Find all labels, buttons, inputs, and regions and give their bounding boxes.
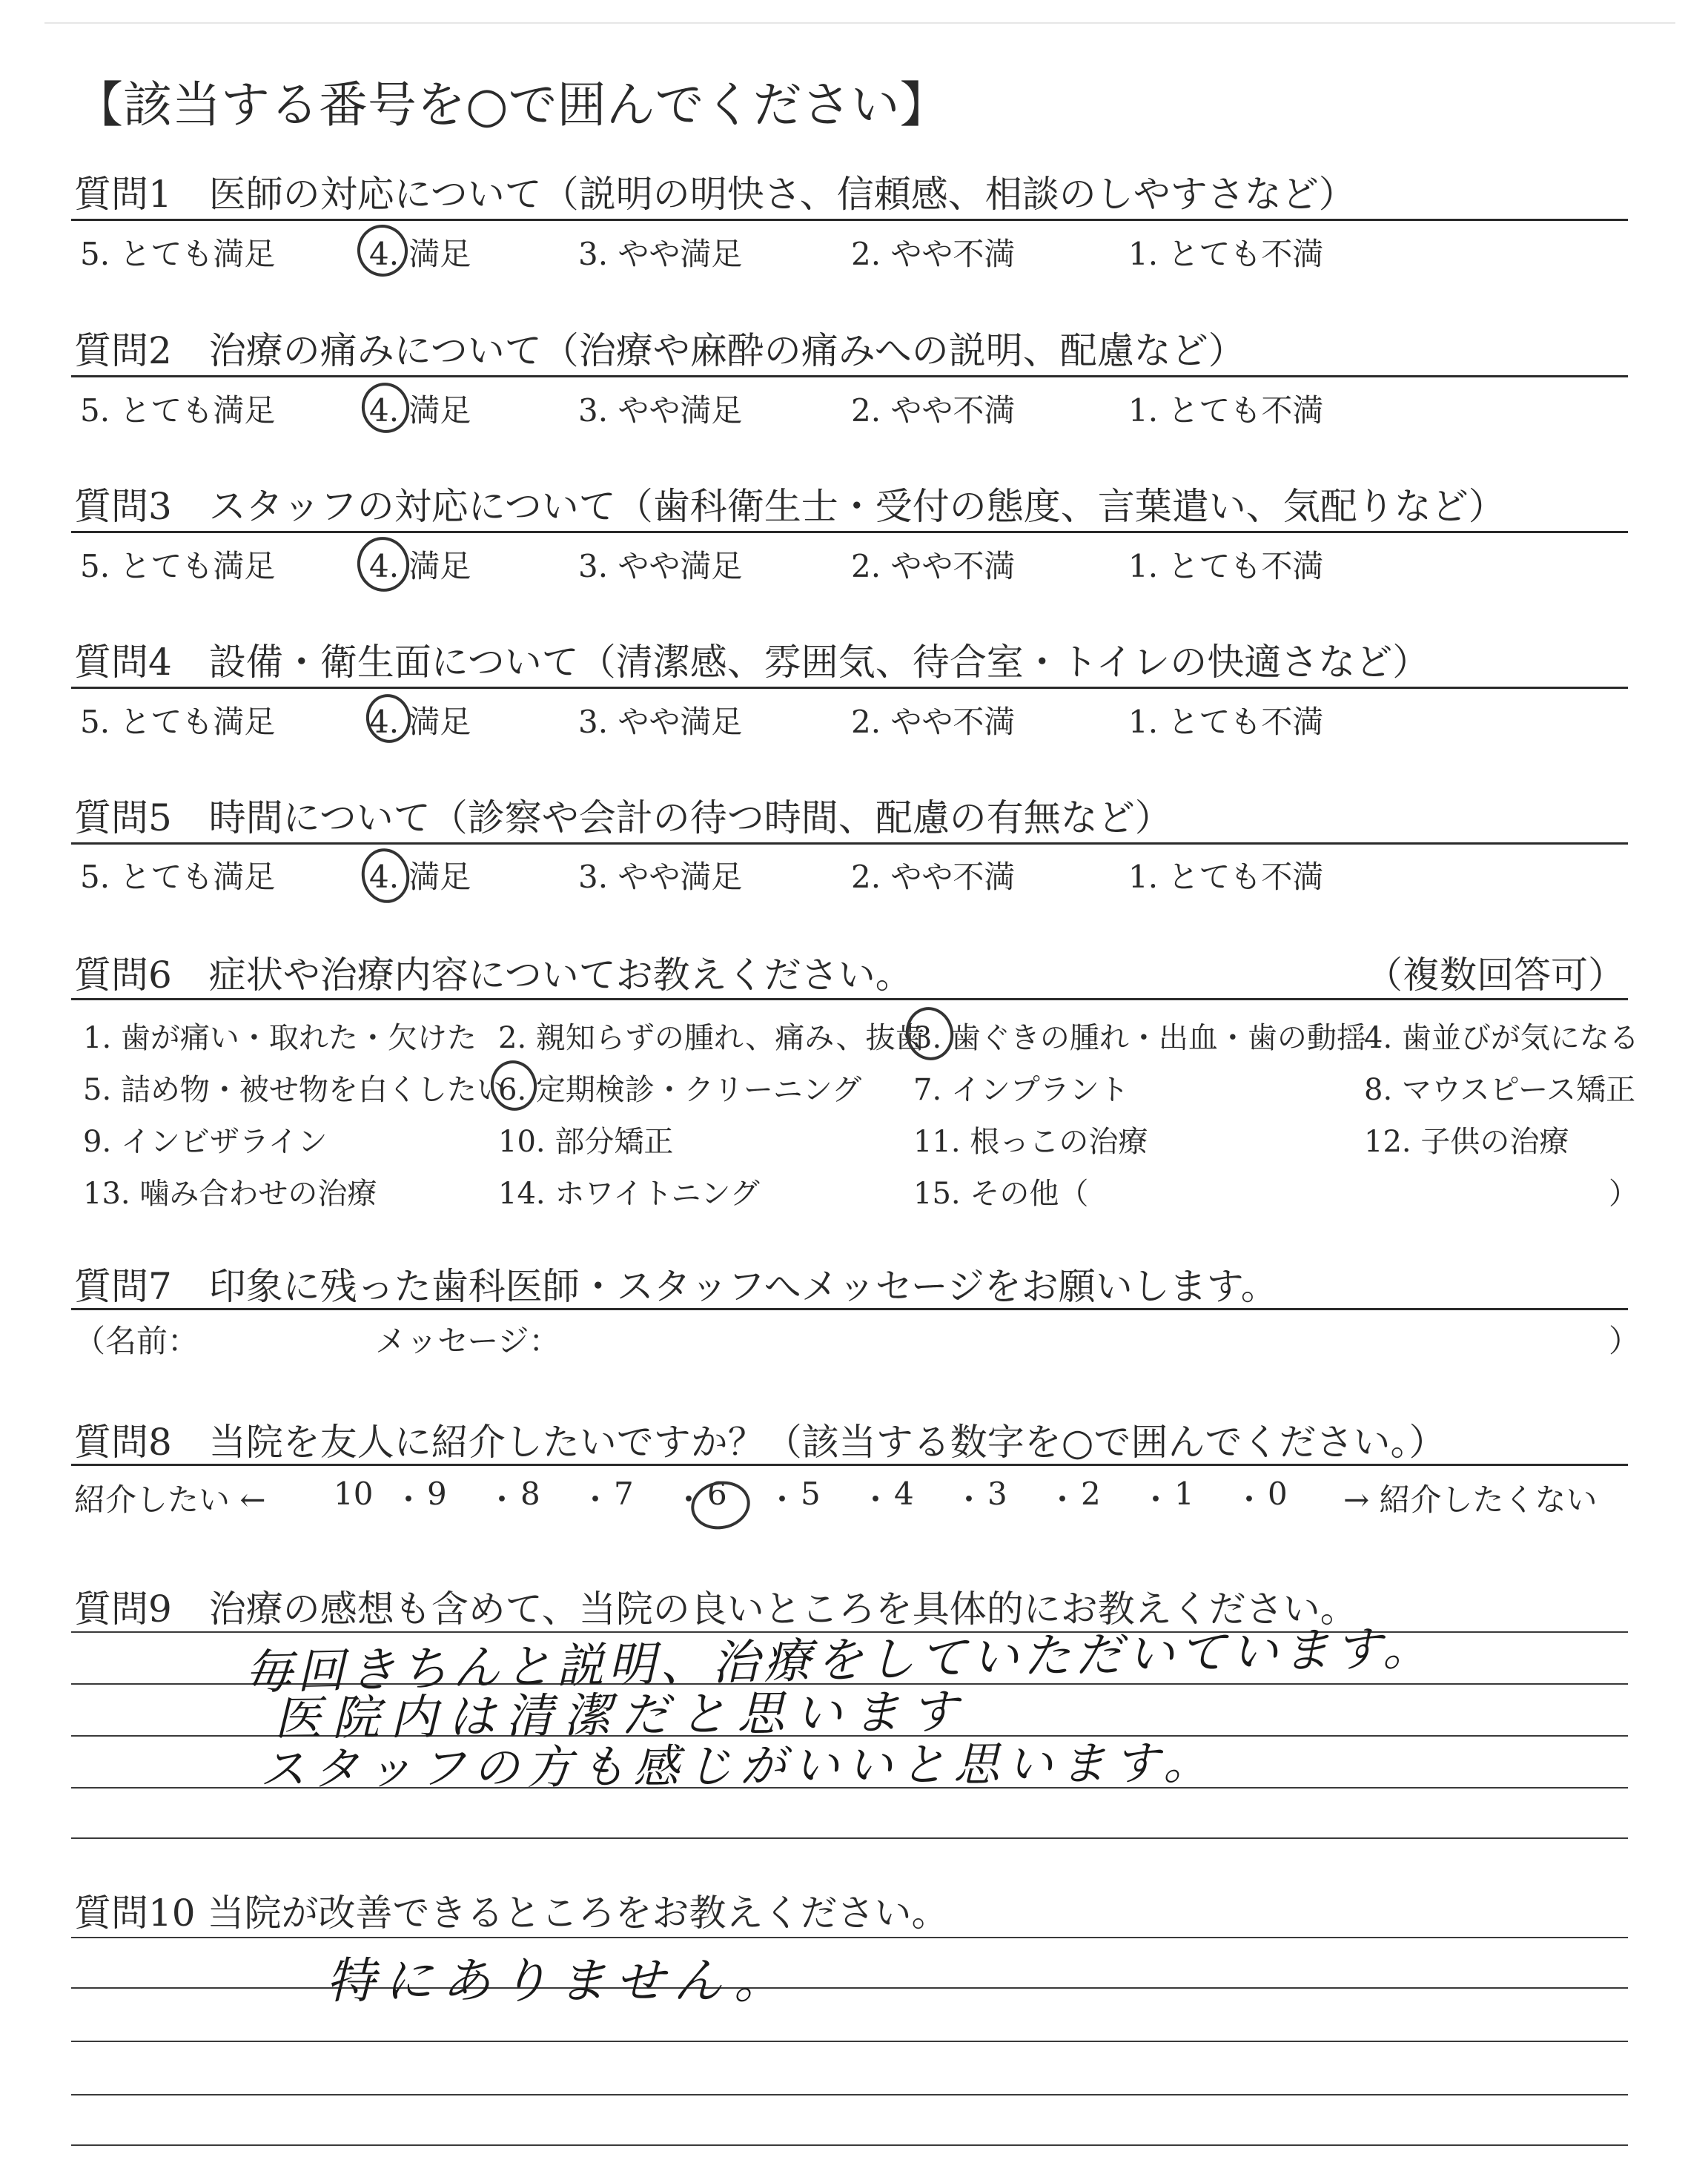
q8-scale-separator: ・	[1234, 1482, 1265, 1518]
q3-title: 質問3 スタッフの対応について（歯科衛生士・受付の態度、言葉遣い、気配りなど）	[74, 485, 1506, 528]
q8-scale-separator: ・	[1140, 1482, 1172, 1518]
q6-item-6[interactable]: 6. 定期検診・クリーニング	[498, 1073, 862, 1107]
q6-multiple-note: （複数回答可）	[1366, 954, 1625, 997]
q2-rule	[71, 375, 1628, 377]
q7-message-label[interactable]: メッセージ：	[375, 1323, 560, 1359]
q6-title: 質問6 症状や治療内容についてお教えください。	[74, 954, 913, 997]
q9-answer-line-1: 毎回きちんと説明、治療をしていただいています。	[244, 1621, 1435, 1701]
q1-option-4[interactable]: 4. 満足	[369, 236, 471, 272]
q8-scale-6[interactable]: 6	[707, 1476, 727, 1512]
q8-scale-separator: ・	[673, 1482, 705, 1518]
q8-scale-separator: ・	[486, 1482, 518, 1518]
q5-option-2[interactable]: 2. やや不満	[851, 859, 1016, 895]
q8-scale-separator: ・	[953, 1482, 985, 1518]
q8-title: 質問8 当院を友人に紹介したいですか？（該当する数字を○で囲んでください。）	[74, 1421, 1446, 1464]
q6-item-15-close: ）	[1609, 1177, 1638, 1211]
q6-item-10[interactable]: 10. 部分矯正	[498, 1125, 674, 1159]
q1-title: 質問1 医師の対応について（説明の明快さ、信頼感、相談のしやすさなど）	[74, 173, 1356, 216]
q9-answer-line-3: スタッフの方も感じがいいと思います。	[259, 1735, 1217, 1797]
q3-option-3[interactable]: 3. やや満足	[578, 548, 743, 584]
q5-option-5[interactable]: 5. とても満足	[80, 859, 276, 895]
q3-option-2[interactable]: 2. やや不満	[851, 548, 1016, 584]
q2-option-1[interactable]: 1. とても不満	[1128, 392, 1324, 429]
q4-rule	[71, 687, 1628, 689]
q1-option-2[interactable]: 2. やや不満	[851, 236, 1016, 272]
page-top-edge	[44, 22, 1675, 24]
q6-item-1[interactable]: 1. 歯が痛い・取れた・欠けた	[83, 1021, 477, 1055]
q10-line-5	[71, 2144, 1628, 2146]
q8-scale-separator: ・	[393, 1482, 425, 1518]
q8-scale-9[interactable]: 9	[427, 1476, 447, 1512]
q6-item-13[interactable]: 13. 噛み合わせの治療	[83, 1177, 377, 1211]
q2-option-4[interactable]: 4. 満足	[369, 392, 471, 429]
q6-item-8[interactable]: 8. マウスピース矯正	[1364, 1073, 1636, 1107]
q10-answer-line-1: 特にありません。	[326, 1952, 792, 2009]
q10-title: 質問10 当院が改善できるところをお教えください。	[74, 1892, 949, 1935]
q6-item-15[interactable]: 15. その他（	[913, 1177, 1089, 1211]
q2-title: 質問2 治療の痛みについて（治療や麻酔の痛みへの説明、配慮など）	[74, 329, 1245, 372]
q5-option-3[interactable]: 3. やや満足	[578, 859, 743, 895]
q1-rule	[71, 219, 1628, 221]
q10-line-3	[71, 2041, 1628, 2042]
q3-rule	[71, 531, 1628, 533]
q3-option-4[interactable]: 4. 満足	[369, 548, 471, 584]
q4-option-2[interactable]: 2. やや不満	[851, 704, 1016, 740]
q8-scale-separator: ・	[1047, 1482, 1079, 1518]
q7-close-paren: ）	[1609, 1323, 1641, 1359]
q3-option-1[interactable]: 1. とても不満	[1128, 548, 1324, 584]
q2-option-5[interactable]: 5. とても満足	[80, 392, 276, 429]
q8-left-label: 紹介したい ←	[74, 1482, 266, 1518]
q8-scale-4[interactable]: 4	[894, 1476, 914, 1512]
q6-item-4[interactable]: 4. 歯並びが気になる	[1364, 1021, 1639, 1055]
q8-scale-7[interactable]: 7	[614, 1476, 634, 1512]
q5-title: 質問5 時間について（診察や会計の待つ時間、配慮の有無など）	[74, 796, 1172, 839]
q9-title: 質問9 治療の感想も含めて、当院の良いところを具体的にお教えください。	[74, 1588, 1357, 1631]
q10-line-2	[71, 1987, 1628, 1989]
q1-option-5[interactable]: 5. とても満足	[80, 236, 276, 272]
q8-scale-separator: ・	[767, 1482, 798, 1518]
q9-line-5	[71, 1837, 1628, 1839]
q1-option-1[interactable]: 1. とても不満	[1128, 236, 1324, 272]
q8-scale-0[interactable]: 0	[1268, 1476, 1288, 1512]
q8-scale-3[interactable]: 3	[987, 1476, 1007, 1512]
q4-option-3[interactable]: 3. やや満足	[578, 704, 743, 740]
q1-option-3[interactable]: 3. やや満足	[578, 236, 743, 272]
q7-name-label[interactable]: （名前：	[74, 1323, 199, 1359]
q3-option-5[interactable]: 5. とても満足	[80, 548, 276, 584]
q8-rule	[71, 1464, 1628, 1466]
q4-option-4[interactable]: 4. 満足	[369, 704, 471, 740]
q5-rule	[71, 842, 1628, 845]
q6-item-3[interactable]: 3. 歯ぐきの腫れ・出血・歯の動揺	[913, 1021, 1366, 1055]
q7-rule	[71, 1308, 1628, 1310]
q6-item-11[interactable]: 11. 根っこの治療	[913, 1125, 1148, 1159]
q4-option-5[interactable]: 5. とても満足	[80, 704, 276, 740]
q2-option-2[interactable]: 2. やや不満	[851, 392, 1016, 429]
q6-rule	[71, 998, 1628, 1000]
q8-right-label: → 紹介したくない	[1343, 1482, 1598, 1518]
q4-title: 質問4 設備・衛生面について（清潔感、雰囲気、待合室・トイレの快適さなど）	[74, 641, 1430, 684]
q2-option-3[interactable]: 3. やや満足	[578, 392, 743, 429]
q10-line-4	[71, 2094, 1628, 2095]
q6-item-2[interactable]: 2. 親知らずの腫れ、痛み、抜歯	[498, 1021, 925, 1055]
q5-option-1[interactable]: 1. とても不満	[1128, 859, 1324, 895]
q9-answer-line-2: 医院内は清潔だと思います	[274, 1685, 969, 1747]
q6-item-5[interactable]: 5. 詰め物・被せ物を白くしたい	[83, 1073, 506, 1107]
q4-option-1[interactable]: 1. とても不満	[1128, 704, 1324, 740]
instruction-header: 【該当する番号を○で囲んでください】	[74, 76, 949, 133]
q6-item-7[interactable]: 7. インプラント	[913, 1073, 1129, 1107]
q6-item-9[interactable]: 9. インビザライン	[83, 1125, 328, 1159]
q6-item-12[interactable]: 12. 子供の治療	[1364, 1125, 1569, 1159]
q6-item-14[interactable]: 14. ホワイトニング	[498, 1177, 760, 1211]
q8-scale-5[interactable]: 5	[801, 1476, 821, 1512]
q5-option-4[interactable]: 4. 満足	[369, 859, 471, 895]
q8-scale-2[interactable]: 2	[1081, 1476, 1101, 1512]
q8-scale-8[interactable]: 8	[520, 1476, 540, 1512]
q8-scale-separator: ・	[580, 1482, 612, 1518]
q8-scale-1[interactable]: 1	[1174, 1476, 1194, 1512]
q7-title: 質問7 印象に残った歯科医師・スタッフへメッセージをお願いします。	[74, 1265, 1278, 1308]
q8-scale-separator: ・	[860, 1482, 892, 1518]
q10-line-1	[71, 1937, 1628, 1938]
q8-scale-10[interactable]: 10	[334, 1476, 374, 1512]
